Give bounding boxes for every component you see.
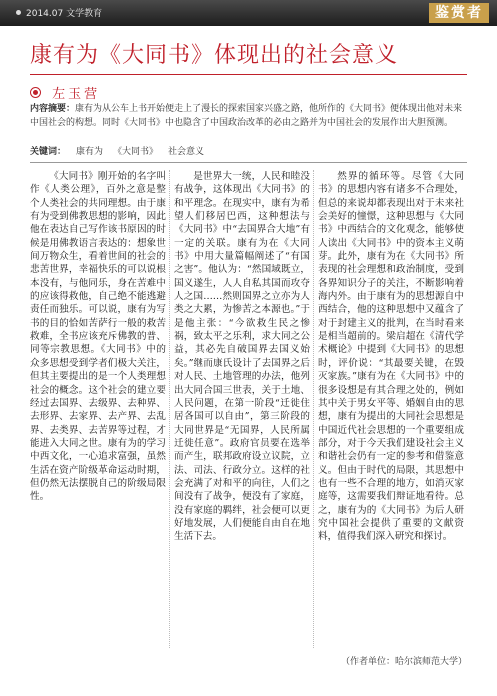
bullet-icon [16, 10, 21, 15]
body-paragraph: 是世界大一统，人民和睦没有战争，这体现出《大同书》的和平理念。在现实中，康有为希望人们移居巴西，这种想法与《大同书》中“去国界合大地”有一定的关联。康有为在《大同书》中用大量篇幅阐述了“有国之害”。他认为：“然国域既立，国义遂生，人人自私其国而攻夺人之国……然则国界之立亦为人类之大累，为惨苦之本源也。”于是他主张：“今欲救生民之惨祸，致太平之乐利，求大同之公益，其必先自破国界去国义始矣。”继而康氏设计了去国界之后对人民、土地管理的办法，他列出大同合国三世表，关于土地、人民问题，在第一阶段“迁徙住居各国可以自由”，第三阶段的大同世界是“无国界，人民所属迁徙任意”。政府官员要在选举而产生，联邦政府设立议院，立法、司法、行政分立。这样的社会充满了对和平的向往，人们之间没有了战争，便没有了家庭，没有家庭的羁绊，社会便可以更好地发展，人们便能自由自在地生活下去。 [174, 171, 310, 543]
keyword: 康有为 [76, 147, 104, 157]
body-column-3 [318, 170, 464, 648]
body-column-2 [174, 170, 310, 648]
abstract-text: 康有为从公车上书开始便走上了漫长的探索国家兴盛之路，他所作的《大同书》便体现出他对未来中国社会的构想。同时《大同书》中也隐含了中国政治改革的必由之路并为中国社会的发展作出大胆预测。 [30, 104, 463, 128]
author-affiliation: （作者单位：哈尔滨师范大学） [340, 657, 467, 667]
header-divider [30, 162, 467, 163]
body-paragraph: 《大同书》刚开始的名字叫作《人类公理》，百外之意是整个人类社会的共同理想。由于康有为受到佛教思想的影响，因此他在表达自己写作该书原因的时候是用佛教语言表达的：想象世间万物众生，看着世间的社会的悲苦世界，幸福快乐的可以说根本没有，与他同乐，身在苦难中的应该得救他，自己绝不能逃避责任而独乐。可以说，康有为写书的目的恰如苦萨行一般的救苦救难，全书应该充斥佛教的普、同等宗教思想。《大同书》中的众多思想受到学者们极大关注，但其主要提出的是一个人类理想社会的概念。这个社会的建立要经过去国界、去级界、去种界、去形界、去家界、去产界、去乱界、去类界、去苦界等过程，才能进入大同之世。康有为的学习中西文化，一心追求富强，虽然生活在资产阶级革命运动时期，但仍然无法摆脱自己的阶级局限性。 [30, 171, 166, 503]
abstract-label: 内容摘要： [30, 104, 76, 114]
column-divider [313, 170, 314, 648]
keyword: 《大同书》 [113, 147, 159, 157]
header-bar [0, 0, 497, 26]
author-bullet-icon [30, 87, 41, 98]
keywords-label: 关键词： [30, 147, 67, 157]
column-divider [169, 170, 170, 648]
body-paragraph: 然界的循环等。尽管《大同书》的思想内容有诸多不合理处，但总的来说却都表现出对于未来社会美好的憧憬，这种思想与《大同书》中西结合的文化观念，能够使人读出《大同书》中的资本主义萌芽。此外，康有为在《大同书》所表现的社会理想和政治制度，受到各界知识分子的关注，不断影响着海内外。由于康有为的思想源自中西结合，他的这种思想中又蕴含了对于封建主义的批判，在当时看来是相当超前的。梁启超在《清代学术概论》中提到《大同书》的思想时，评价说：“其最要关键，在毁灭家族。”康有为在《大同书》中的很多设想是有其合理之处的，例如其中关于男女平等、婚姻自由的思想，康有为提出的大同社会思想是中国近代社会思想的一个重要组成部分，对于今天我们建设社会主义和谐社会仍有一定的参考和借鉴意义。但由于时代的局限，其思想中也有一些不合理的地方，如消灭家庭等，这需要我们辩证地看待。总之，康有为的《大同书》为后人研究中国社会提供了重要的文献资料，值得我们深入研究和探讨。 [318, 171, 464, 543]
title-rule [30, 74, 467, 75]
body-column-1 [30, 170, 166, 648]
article-title: 康有为《大同书》体现出的社会意义 [30, 43, 399, 68]
issue-label: 2014.07 文学教育 [26, 9, 103, 19]
author-name: 左玉营 [52, 87, 101, 102]
keywords [30, 146, 467, 159]
abstract [30, 102, 467, 130]
column-badge: 鉴赏者 [429, 3, 489, 23]
author-row [30, 82, 100, 100]
keyword: 社会意义 [168, 147, 205, 157]
